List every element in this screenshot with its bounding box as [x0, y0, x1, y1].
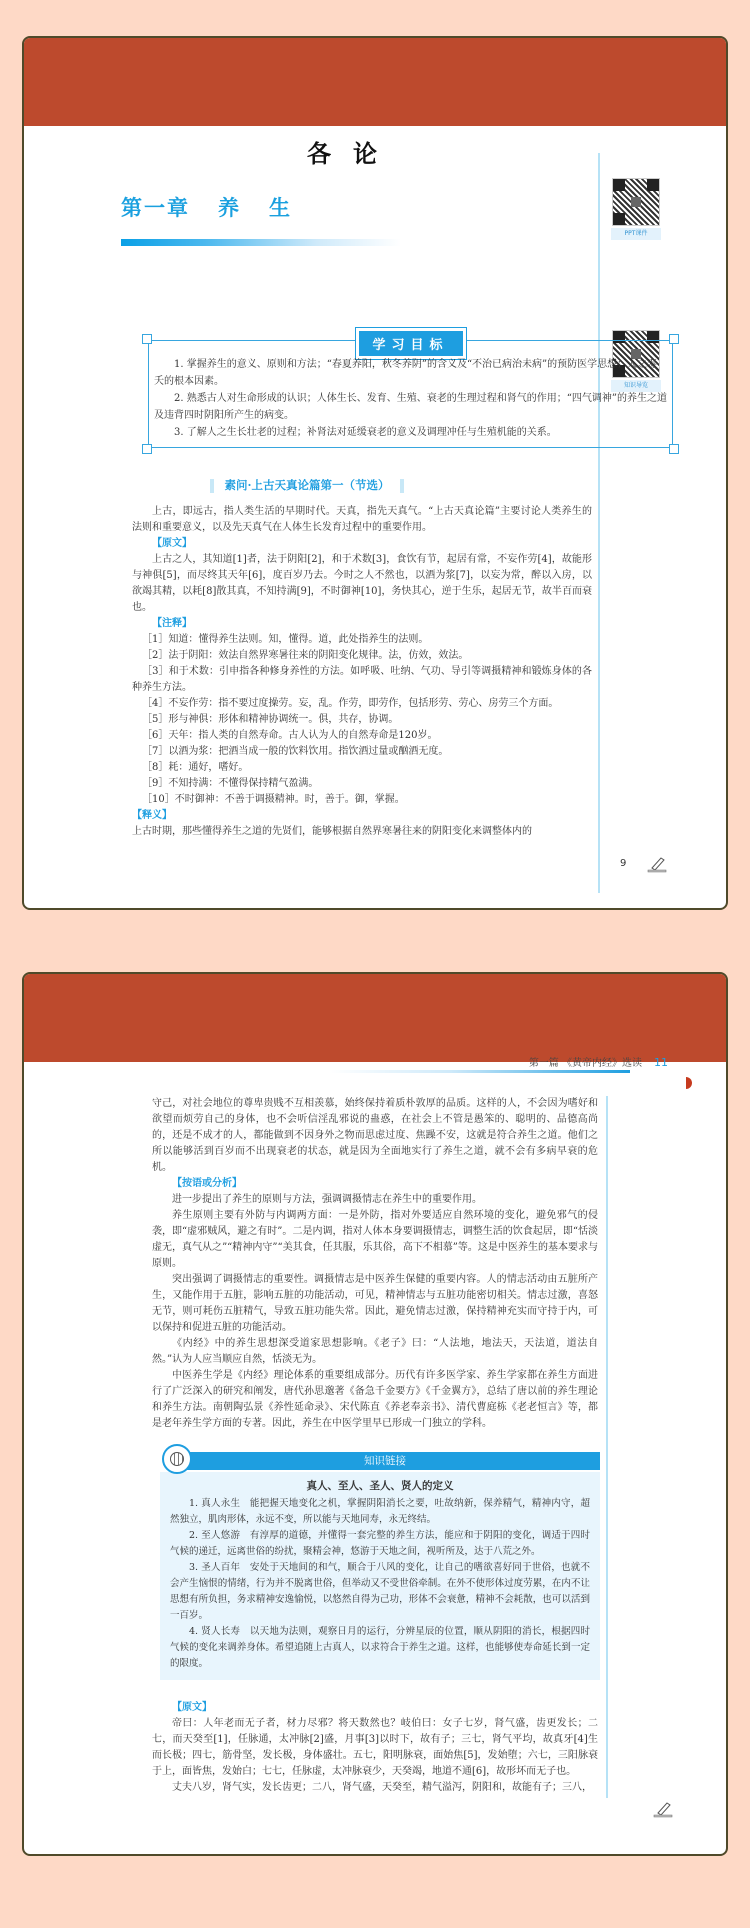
- original-paragraph: 帝曰：人年老而无子者，材力尽邪？将天数然也？岐伯曰：女子七岁，肾气盛，齿更发长；二七，而天癸至[1]，任脉通，太冲脉[2]盛，月事[3]以时下，故有子；三七，肾气平均，故真牙[4]生而长极；四七，筋骨坚，发长极，身体盛壮。五七，阳明脉衰，面始焦[5]，发始堕；六七，三阳脉衰于上，面皆焦，发始白；七七，任脉虚，太冲脉衰少，天癸竭，地道不通[6]，故形坏而无子也。: [152, 1718, 598, 1777]
- qr-ppt-courseware[interactable]: [611, 179, 661, 245]
- analysis-paragraph: 中医养生学是《内经》理论体系的重要组成部分。历代有许多医学家、养生学家都在养生方面进行了广泛深入的研究和阐发，唐代孙思邈著《备急千金要方》《千金翼方》，总结了唐以前的养生理论和养生方法。南朝陶弘景《养性延命录》、宋代陈直《养老奉亲书》、清代曹庭栋《老老恒言》等，都是老年养生学方面的专著。因此，养生在中医学里早已形成一门独立的学科。: [152, 1370, 598, 1429]
- original-label: 【原文】: [172, 1702, 212, 1713]
- goal-item: 3. 了解人之生长壮老的过程；补肾法对延缓衰老的意义及调理冲任与生殖机能的关系。: [174, 427, 557, 438]
- goals-title: 学习目标: [355, 328, 465, 359]
- page2-body: [152, 1096, 598, 1432]
- knowledge-link-box: [150, 1452, 600, 1680]
- qr-label: 知识导览: [611, 380, 661, 392]
- page-number: 11: [654, 1056, 668, 1069]
- running-header-bar: [330, 1070, 630, 1073]
- note-item: ［2］法于阴阳：效法自然界寒暑往来的阴阳变化规律。法，仿效，效法。: [142, 650, 469, 661]
- page-number: 9: [620, 858, 627, 869]
- frame-corner: [669, 444, 679, 454]
- chapter-name-2: 生: [269, 196, 292, 220]
- interpretation-text: 上古时期，那些懂得养生之道的先贤们，能够根据自然界寒暑往来的阴阳变化来调整体内的: [132, 826, 532, 837]
- title-bar-left: [210, 479, 214, 493]
- running-head-title: 第一篇 《黄帝内经》选读: [528, 1058, 642, 1069]
- qr-code-icon: [613, 179, 659, 225]
- margin-rule: [598, 153, 600, 893]
- note-item: ［10］不时御神：不善于调摄精神。时，善于。御，掌握。: [142, 794, 405, 805]
- goal-item: 2. 熟悉古人对生命形成的认识；人体生长、发育、生殖、衰老的生理过程和肾气的作用；“四气调神”的养生之道及违背四时阴阳所产生的病变。: [154, 393, 667, 421]
- note-item: ［5］形与神俱：形体和精神协调统一。俱，共存，协调。: [142, 714, 399, 725]
- page-header-bar: [24, 38, 726, 126]
- page-header-bar: [24, 974, 726, 1062]
- pen-note-icon[interactable]: [646, 855, 668, 873]
- original-text: 上古之人，其知道[1]者，法于阴阳[2]，和于术数[3]，食饮有节，起居有常，不妄作劳[4]，故能形与神俱[5]，而尽终其天年[6]，度百岁乃去。今时之人不然也，以酒为浆[7]，以妄为常，醉以入房，以欲竭其精，以耗[8]散其真，不知持满[9]，不时御神[10]，务快其心，逆于生乐，起居无节，故半百而衰也。: [132, 554, 592, 613]
- knowledge-item: 3. 圣人百年 安处于天地间的和气，顺合于八风的变化，让自己的嗜欲喜好同于世俗，也就不会产生恼恨的情绪，行为并不脱离世俗，但举动又不受世俗牵制。在外不使形体过度劳累，在内不让思想有所负担，务求精神安逸愉悦，以悠然自得为己功，形体不会衰惫，精神不会耗散，也可以活到一百岁。: [170, 1562, 590, 1621]
- frame-corner: [142, 334, 152, 344]
- goal-item: 1. 掌握养生的意义、原则和方法；“春夏养阳，秋冬养阴”的含义及“不治已病治未病”的预防医学思想；人之寿夭的根本因素。: [154, 359, 658, 387]
- notes-label: 【注释】: [152, 618, 192, 629]
- pen-note-icon[interactable]: [652, 1800, 674, 1818]
- knowledge-link-subtitle: 真人、至人、圣人、贤人的定义: [306, 1480, 454, 1492]
- qr-label: PPT课件: [611, 228, 661, 240]
- goals-list: [154, 356, 667, 441]
- analysis-paragraph: 《内经》中的养生思想深受道家思想影响。《老子》曰：“人法地，地法天，天法道，道法自然。”认为人应当顺应自然，恬淡无为。: [152, 1338, 598, 1365]
- page1-body: [132, 504, 592, 840]
- analysis-paragraph: 进一步提出了养生的原则与方法，强调调摄情志在养生中的重要作用。: [172, 1194, 482, 1205]
- part-title: 各论: [307, 139, 399, 168]
- original-paragraph: 丈夫八岁，肾气实，发长齿更；二八，肾气盛，天癸至，精气溢泻，阴阳和，故能有子；三八，: [172, 1782, 592, 1793]
- note-item: ［9］不知持满：不懂得保持精气盈满。: [142, 778, 319, 789]
- knowledge-item: 1. 真人永生 能把握天地变化之机，掌握阴阳消长之要，吐故纳新，保养精气，精神内守，超然独立，肌肉形体，永远不变，所以能与天地同寿，永无终结。: [170, 1498, 590, 1525]
- note-item: ［6］天年：指人类的自然寿命。古人认为人的自然寿命是120岁。: [142, 730, 438, 741]
- section-title-text: 素问·上古天真论篇第一（节选）: [224, 478, 390, 492]
- interpretation-label: 【释义】: [132, 810, 172, 821]
- chapter-underline: [121, 239, 401, 246]
- frame-corner: [669, 334, 679, 344]
- chapter-number: 第一章: [121, 196, 190, 220]
- title-bar-right: [400, 479, 404, 493]
- section-title: [22, 477, 592, 493]
- intro-paragraph: 上古，即远古，指人类生活的早期时代。天真，指先天真气。“上古天真论篇”主要讨论人类养生的法则和重要意义，以及先天真气在人体生长发育过程中的重要作用。: [132, 506, 592, 533]
- globe-icon: [162, 1444, 192, 1474]
- knowledge-link-body: [160, 1472, 600, 1680]
- analysis-paragraph: 养生原则主要有外防与内调两方面：一是外防，指对外要适应自然环境的变化，避免邪气的侵袭，即“虚邪贼风，避之有时”。二是内调，指对人体本身要调摄情志，调整生活的饮食起居，即“恬淡虚无，真气从之”“精神内守”“美其食，任其服，乐其俗，高下不相慕”等。这是中医养生的基本要求与原则。: [152, 1210, 598, 1269]
- analysis-paragraph: 突出强调了调摄情志的重要性。调摄情志是中医养生保健的重要内容。人的情志活动由五脏所产生，又能作用于五脏，影响五脏的功能活动，可见，精神情志与五脏功能密切相关。情志过激，喜怒无节，则可耗伤五脏精气，导致五脏功能失常。因此，避免情志过激，保持精神充实而守持于内，可以保持和促进五脏的功能活动。: [152, 1274, 598, 1333]
- margin-rule: [606, 1096, 608, 1798]
- analysis-label: 【按语或分析】: [172, 1178, 242, 1189]
- frame-corner: [142, 444, 152, 454]
- running-header: [529, 1054, 668, 1069]
- knowledge-link-title: 知识链接: [364, 1455, 406, 1467]
- page2-original: [152, 1700, 598, 1796]
- knowledge-link-header: [170, 1452, 600, 1470]
- learning-goals-box: [138, 326, 683, 456]
- chapter-name-1: 养: [218, 196, 241, 220]
- note-item: ［4］不妄作劳：指不要过度操劳。妄，乱。作劳，即劳作，包括形劳、劳心、房劳三个方面。: [142, 698, 559, 709]
- original-label: 【原文】: [152, 538, 192, 549]
- note-item: ［1］知道：懂得养生法则。知，懂得。道，此处指养生的法则。: [142, 634, 429, 645]
- note-item: ［7］以酒为浆：把酒当成一般的饮料饮用。指饮酒过量或酗酒无度。: [142, 746, 449, 757]
- knowledge-item: 2. 至人悠游 有淳厚的道德，并懂得一套完整的养生方法，能应和于阴阳的变化，调适于四时气候的递迁，远离世俗的纷扰，聚精会神，悠游于天地之间，视听所及，达于八荒之外。: [170, 1530, 590, 1557]
- note-item: ［8］耗：通好，嗜好。: [142, 762, 249, 773]
- note-item: ［3］和于术数：引申指各种修身养性的方法。如呼吸、吐纳、气功、导引等调摄精神和锻炼身体的各种养生方法。: [132, 666, 592, 693]
- continuation-paragraph: 守己，对社会地位的尊卑贵贱不互相羡慕，始终保持着质朴敦厚的品质。这样的人，不会因为嗜好和欲望而烦劳自己的身体，也不会听信淫乱邪说的蛊惑，在社会上不管是愚笨的、聪明的、品德高尚的，还是不成才的人，都能做到不因身外之物而思虑过度、焦躁不安，这就是符合养生之道。他们之所以能够活到百岁而不出现衰老的状态，就是因为全面地实行了养生之道，就不会有多病早衰的危机。: [152, 1098, 598, 1173]
- knowledge-item: 4. 贤人长寿 以天地为法则，观察日月的运行，分辨星辰的位置，顺从阴阳的消长，根据四时气候的变化来调养身体。希望追随上古真人，以求符合于养生之道。这样，也能够使寿命延长到一定的限度。: [170, 1626, 590, 1669]
- chapter-title: [121, 192, 292, 222]
